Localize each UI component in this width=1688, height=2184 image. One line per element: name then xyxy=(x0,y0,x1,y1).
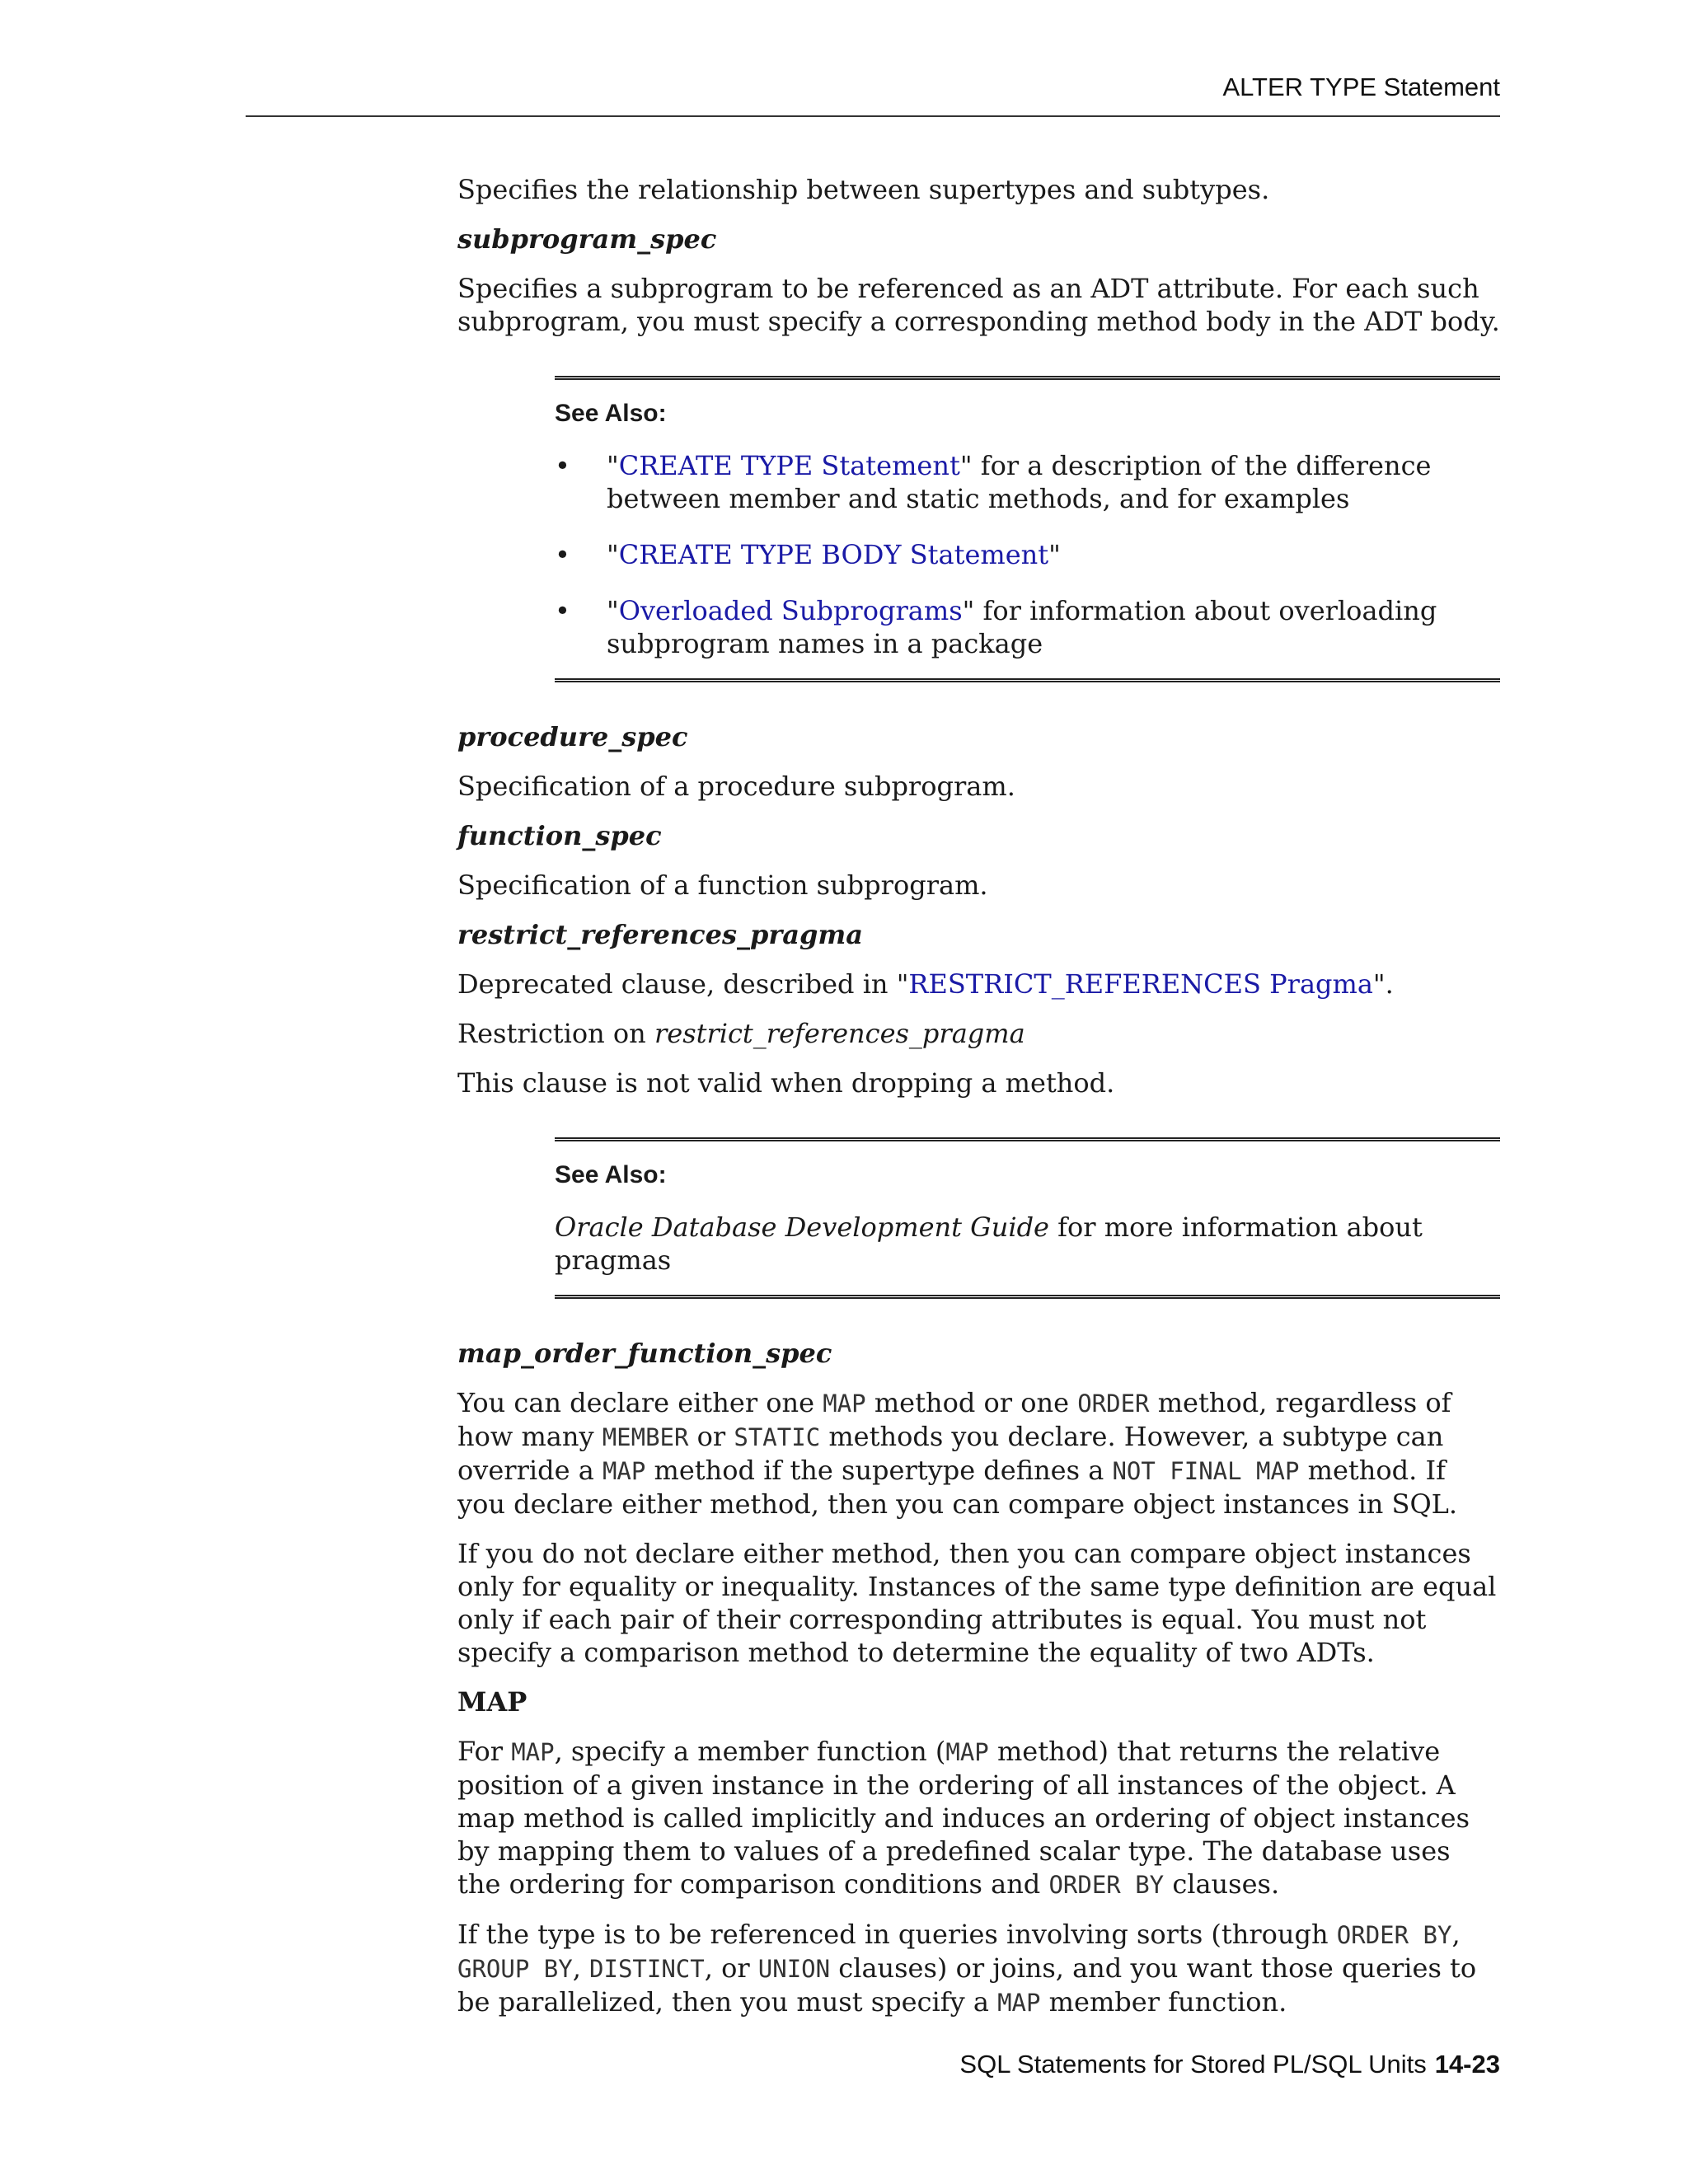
paragraph-restriction-text: This clause is not valid when dropping a method. xyxy=(457,1067,1115,1099)
paragraph-restrict-deprecated: Deprecated clause, described in "RESTRICT_REFERENCES Pragma". xyxy=(457,968,1394,1000)
term-restrict-references-pragma: restrict_references_pragma xyxy=(457,919,863,950)
paragraph-restriction-heading: Restriction on restrict_references_pragma xyxy=(457,1018,1025,1049)
footer-title: SQL Statements for Stored PL/SQL Units xyxy=(959,2050,1427,2079)
paragraph-function-spec: Specification of a function subprogram. xyxy=(457,869,988,901)
page-header-title: ALTER TYPE Statement xyxy=(1222,73,1500,101)
see-also-list xyxy=(555,449,1500,660)
page-footer xyxy=(959,2050,1500,2079)
paragraph-subprogram-spec: Specifies a subprogram to be referenced as an ADT attribute. For each such subprogram, you must specify a corresponding method body in the ADT body. xyxy=(457,273,1500,337)
list-item: • "CREATE TYPE BODY Statement" xyxy=(555,539,1061,570)
see-also-box-1 xyxy=(555,376,1500,682)
see-also-title: See Also: xyxy=(555,400,667,427)
page-content xyxy=(457,173,1500,2019)
header-rule xyxy=(246,115,1500,117)
list-item: • "CREATE TYPE Statement" for a description of the difference between member and static methods, and for examples xyxy=(555,450,1432,514)
guide-title: Oracle Database Development Guide xyxy=(555,1212,1049,1243)
paragraph-map-order-1: You can declare either one MAP method or one ORDER method, regardless of how many MEMBER or STATIC methods you declare. However, a subtype can override a MAP method if the supertype defines a NOT FINAL MAP method. If you declare either method, then you can compare object instances in SQL. xyxy=(457,1387,1458,1520)
bullet-icon: • xyxy=(555,450,570,481)
link-create-type-body-statement[interactable]: CREATE TYPE BODY Statement xyxy=(618,539,1049,570)
term-subprogram-spec: subprogram_spec xyxy=(457,223,717,255)
link-restrict-references-pragma[interactable]: RESTRICT_REFERENCES Pragma xyxy=(908,968,1373,1000)
list-item: • "Overloaded Subprograms" for information about overloading subprogram names in a package xyxy=(555,595,1437,659)
paragraph-map-1: For MAP, specify a member function (MAP method) that returns the relative position of a given instance in the ordering of all instances of the object. A map method is called implicitly and induces an ordering of object instances by mapping them to values of a predefined scalar type. The database uses the ordering for comparison conditions and ORDER BY clauses. xyxy=(457,1736,1470,1900)
link-overloaded-subprograms[interactable]: Overloaded Subprograms xyxy=(618,595,963,626)
term-map: MAP xyxy=(457,1686,528,1718)
paragraph-map-2: If the type is to be referenced in queries involving sorts (through ORDER BY, GROUP BY, DISTINCT, or UNION clauses) or joins, and you want those queries to be parallelized, then you must specify a MAP member function. xyxy=(457,1919,1477,2018)
see-also-box-2 xyxy=(555,1137,1500,1299)
term-function-spec: function_spec xyxy=(457,820,662,851)
bullet-icon: • xyxy=(555,595,570,626)
paragraph-procedure-spec: Specification of a procedure subprogram. xyxy=(457,771,1015,802)
see-also-guide-ref: Oracle Database Development Guide for more information about pragmas xyxy=(555,1212,1423,1276)
term-procedure-spec: procedure_spec xyxy=(457,721,688,752)
bullet-icon: • xyxy=(555,539,570,570)
see-also-title: See Also: xyxy=(555,1161,667,1188)
paragraph-supertypes: Specifies the relationship between supertypes and subtypes. xyxy=(457,174,1270,205)
page-number: 14-23 xyxy=(1434,2050,1500,2079)
paragraph-map-order-2: If you do not declare either method, then you can compare object instances only for equality or inequality. Instances of the same type definition are equal only if each pair of their corresponding attributes is equal. You must not specify a comparison method to determine the equality of two ADTs. xyxy=(457,1538,1497,1668)
link-create-type-statement[interactable]: CREATE TYPE Statement xyxy=(618,450,960,481)
term-map-order-function-spec: map_order_function_spec xyxy=(457,1338,832,1369)
